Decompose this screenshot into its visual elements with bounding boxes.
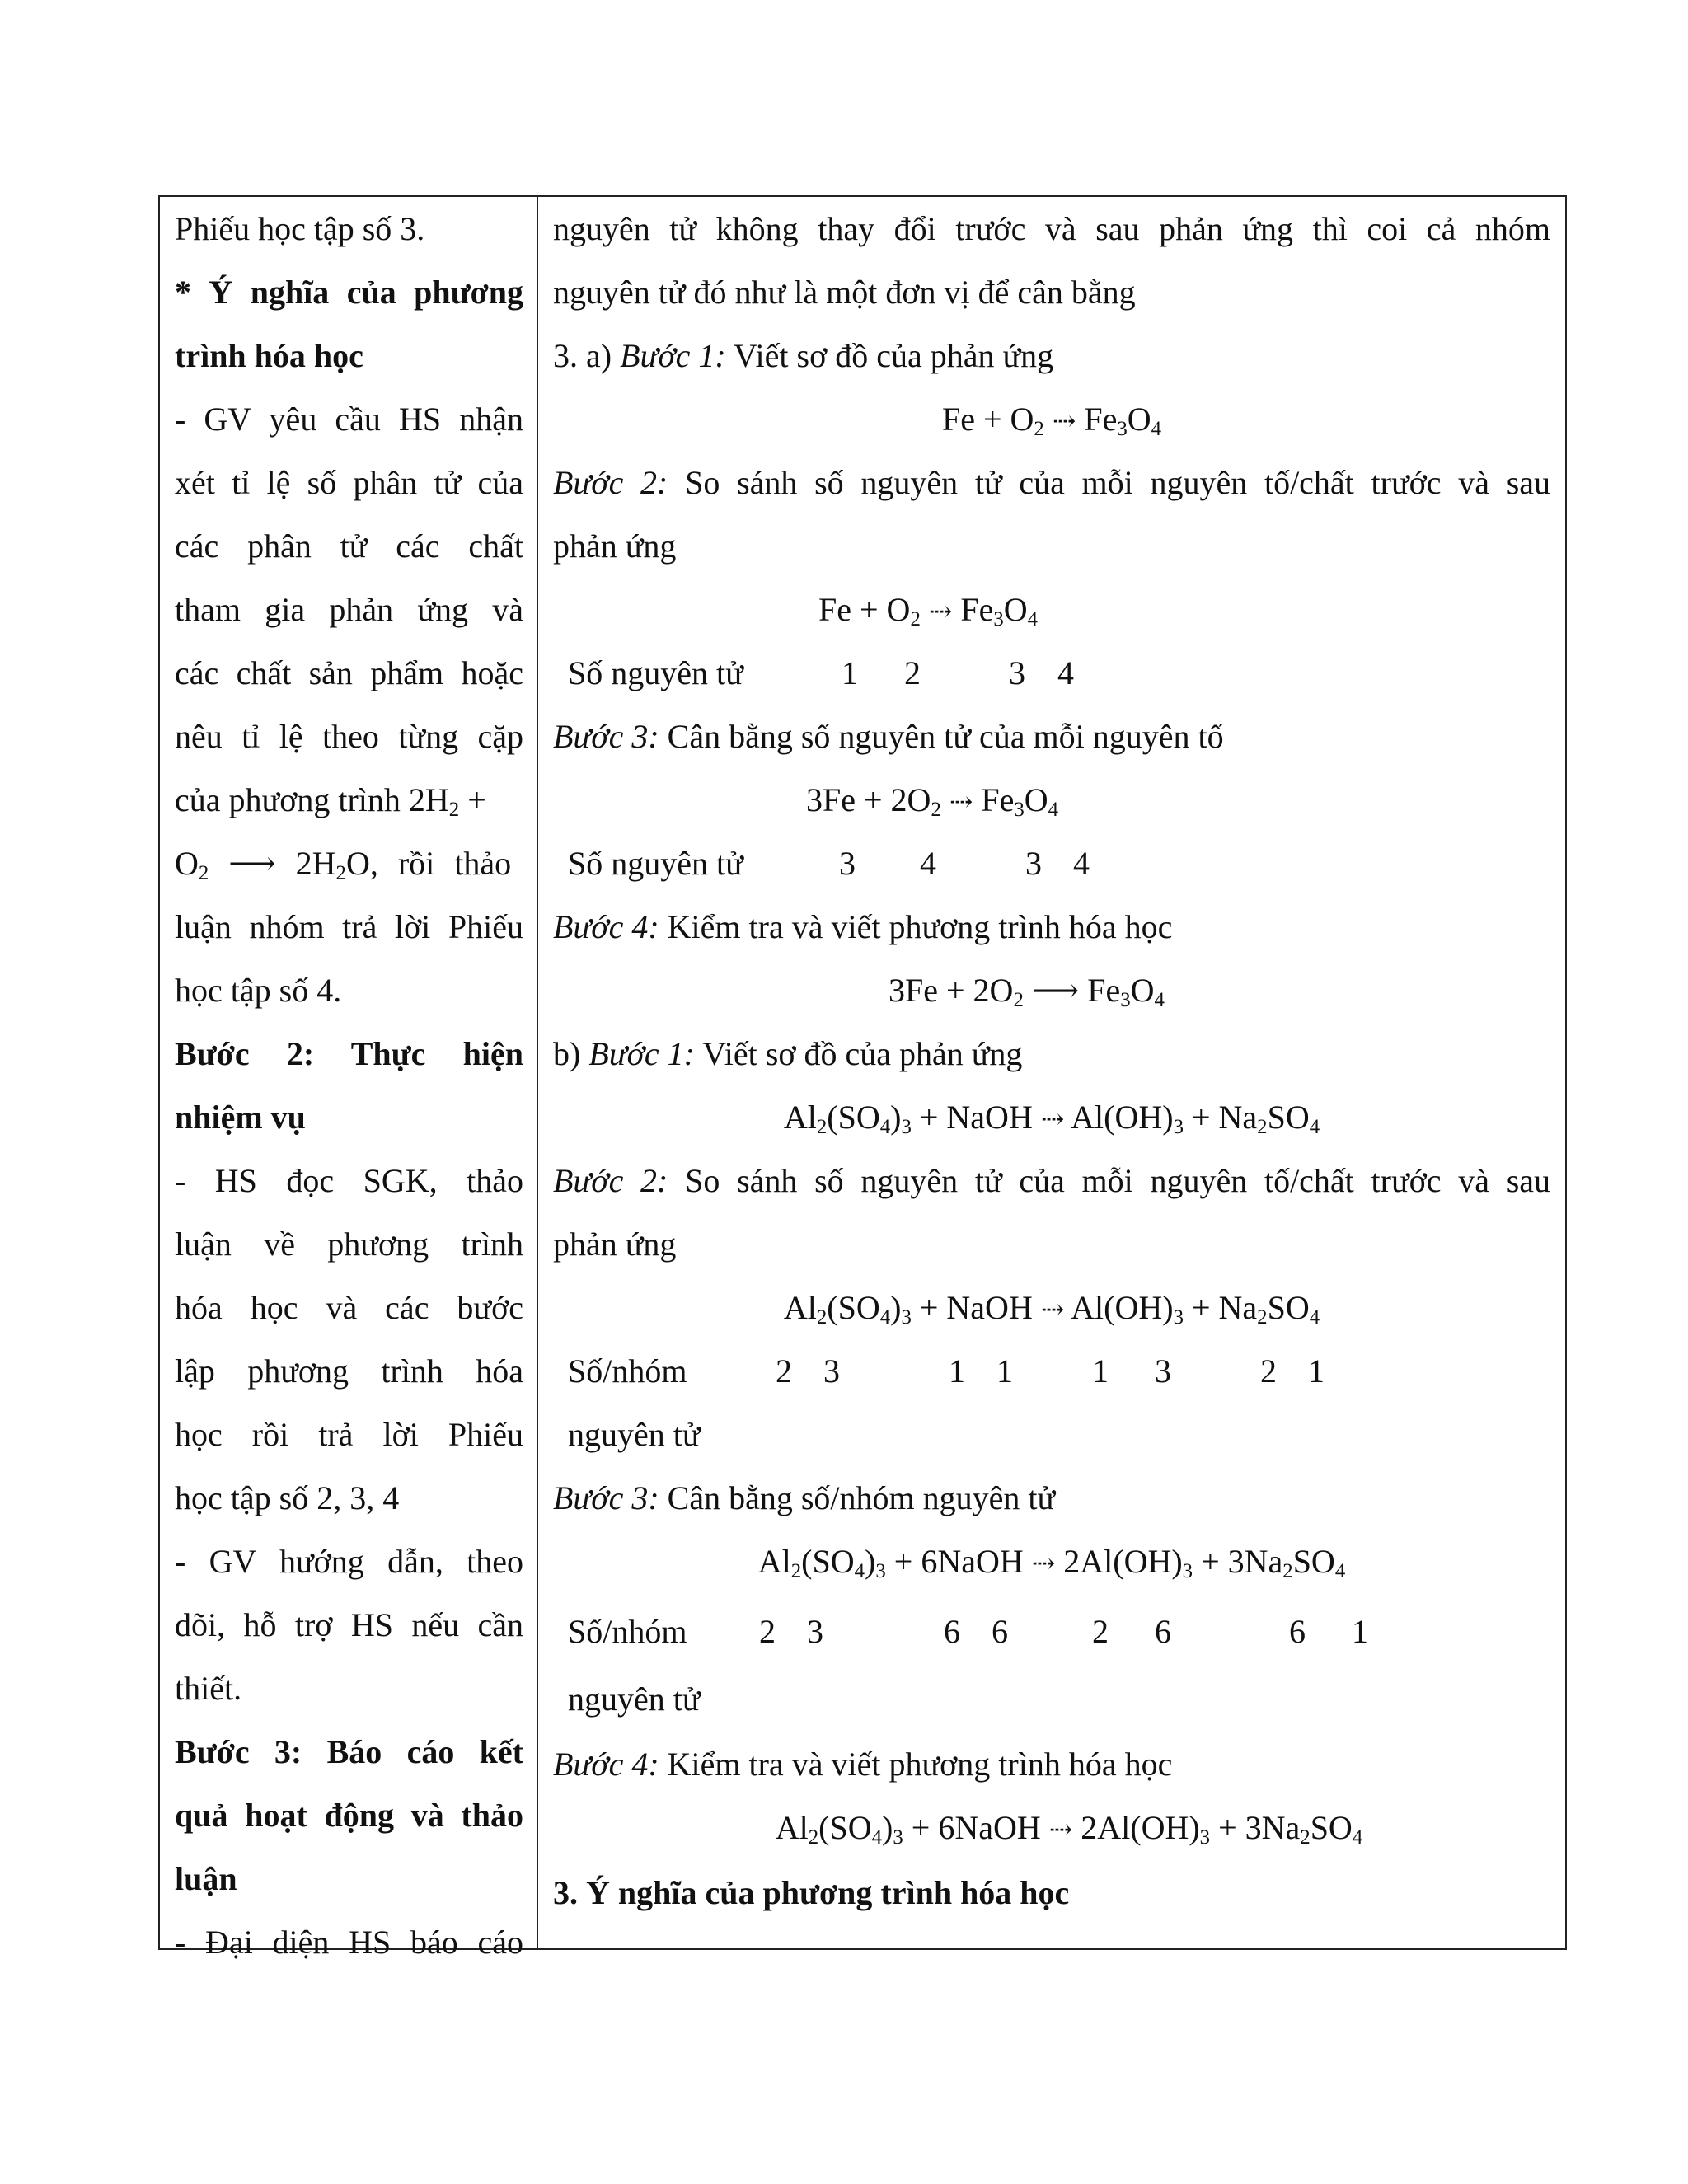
count-row	[553, 832, 1550, 895]
step-line	[553, 1466, 1550, 1530]
step-label: Bước 2:	[553, 464, 668, 501]
step-text: Viết sơ đồ của phản ứng	[702, 1035, 1023, 1072]
equation: $Fe + O_2$ ⇢ $Fe_3O_4$	[818, 591, 1039, 631]
left-text-line: Bước 2: Thực hiện	[175, 1035, 523, 1072]
count-value: 2	[1260, 1352, 1277, 1390]
left-text-line: xét tỉ lệ số phân tử của	[175, 464, 523, 501]
count-label: Số nguyên tử	[568, 654, 743, 691]
left-text: +	[467, 781, 486, 818]
step-text: Cân bằng số nguyên tử của mỗi nguyên tố	[667, 718, 1224, 755]
count-row	[553, 1600, 1550, 1663]
step-line	[553, 895, 1550, 958]
text-line: nguyên tử	[568, 1680, 701, 1718]
step-line	[553, 1149, 1550, 1212]
left-text-line: - HS đọc SGK, thảo	[175, 1162, 523, 1199]
count-value: 6	[1155, 1613, 1171, 1650]
left-text: của phương trình 2H	[175, 781, 449, 818]
step-line	[553, 451, 1550, 514]
count-value: 1	[996, 1352, 1013, 1390]
left-text-line: * Ý nghĩa của phương	[175, 274, 523, 311]
left-text-line: Phiếu học tập số 3.	[175, 210, 425, 247]
count-label: Số/nhóm	[568, 1613, 687, 1650]
text-line: phản ứng	[553, 1226, 677, 1263]
left-text-line: dõi, hỗ trợ HS nếu cần	[175, 1606, 523, 1643]
left-text-line: quả hoạt động và thảo	[175, 1797, 523, 1834]
count-value: 2	[1092, 1613, 1109, 1650]
text-line: nguyên tử	[568, 1416, 701, 1453]
section-heading: 3. Ý nghĩa của phương trình hóa học	[553, 1874, 1070, 1911]
left-text: O	[175, 845, 199, 882]
step-line	[553, 705, 1550, 768]
step-line	[553, 1732, 1550, 1796]
equation: $Al_2(SO_4)_3$ + NaOH ⇢ $Al(OH)_3 + Na_2SO_4$	[783, 1099, 1320, 1139]
equation: $Fe + O_2$ ⇢ $Fe_3O_4$	[941, 401, 1162, 441]
step-text: So sánh số nguyên tử của mỗi nguyên tố/chất trước và sau	[685, 1162, 1551, 1199]
count-label: Số/nhóm	[568, 1352, 687, 1390]
left-text-line: nêu tỉ lệ theo từng cặp	[175, 718, 523, 755]
count-value: 4	[1073, 845, 1090, 882]
count-value: 1	[1308, 1352, 1325, 1390]
step-label: Bước 1:	[620, 337, 726, 374]
subscript: 2	[198, 862, 209, 885]
count-value: 3	[1025, 845, 1042, 882]
left-text-line: - GV yêu cầu HS nhận	[175, 401, 523, 438]
text-line: nguyên tử không thay đổi trước và sau phản ứng thì coi cả nhóm	[553, 210, 1550, 247]
count-value: 1	[949, 1352, 965, 1390]
subscript: 2	[448, 799, 460, 822]
equation: $Al_2(SO_4)_3$ + NaOH ⇢ $Al(OH)_3 + Na_2SO_4$	[783, 1289, 1320, 1329]
left-text-line: hóa học và các bước	[175, 1289, 523, 1326]
count-value: 1	[1092, 1352, 1109, 1390]
subscript: 2	[335, 862, 346, 885]
step-label: Bước 4:	[553, 1746, 659, 1783]
left-text-line: nhiệm vụ	[175, 1099, 306, 1136]
left-text-line: các phân tử các chất	[175, 527, 523, 565]
left-text-line: học rồi trả lời Phiếu	[175, 1416, 523, 1453]
count-row	[553, 1339, 1550, 1403]
count-value: 6	[944, 1613, 960, 1650]
step-text: So sánh số nguyên tử của mỗi nguyên tố/chất trước và sau	[685, 464, 1551, 501]
step-line	[553, 1022, 1550, 1085]
count-value: 3	[1155, 1352, 1171, 1390]
step-text: Kiểm tra và viết phương trình hóa học	[667, 1746, 1173, 1783]
left-text-line: luận về phương trình	[175, 1226, 523, 1263]
left-text: ⟶ 2H	[228, 845, 336, 882]
step-label: Bước 1:	[588, 1035, 695, 1072]
part-label: b)	[553, 1035, 581, 1072]
step-text: Viết sơ đồ của phản ứng	[734, 337, 1054, 374]
left-text-line: lập phương trình hóa	[175, 1352, 523, 1390]
equation: $3Fe + 2O_2$ ⟶ $Fe_3O_4$	[889, 972, 1165, 1012]
left-text-line	[175, 832, 523, 895]
count-value: 1	[1352, 1613, 1368, 1650]
equation: $3Fe + 2O_2$ ⇢ $Fe_3O_4$	[806, 781, 1059, 822]
step-line	[553, 324, 1550, 387]
text-line: phản ứng	[553, 527, 677, 565]
left-text-line: thiết.	[175, 1670, 242, 1707]
count-value: 4	[920, 845, 936, 882]
left-text: O, rồi thảo	[345, 845, 512, 882]
left-text-line: trình hóa học	[175, 337, 363, 374]
equation: $Al_2(SO_4)_3$ + 6NaOH ⇢ $2Al(OH)_3 + 3Na_2SO_4$	[775, 1809, 1363, 1849]
count-label: Số nguyên tử	[568, 845, 743, 882]
step-text: Kiểm tra và viết phương trình hóa học	[667, 908, 1173, 945]
equation: $Al_2(SO_4)_3$ + 6NaOH ⇢ $2Al(OH)_3 + 3Na_2SO_4$	[757, 1543, 1346, 1583]
step-label: Bước 2:	[553, 1162, 668, 1199]
part-label: 3. a)	[553, 337, 612, 374]
count-value: 6	[1289, 1613, 1306, 1650]
left-text-line: - Đại diện HS báo cáo	[175, 1924, 523, 1961]
count-value: 2	[904, 654, 921, 691]
left-text-line: học tập số 2, 3, 4	[175, 1479, 400, 1516]
count-value: 1	[842, 654, 858, 691]
count-row	[553, 641, 1550, 705]
left-text-line: Bước 3: Báo cáo kết	[175, 1733, 523, 1770]
left-text-line: tham gia phản ứng và	[175, 591, 523, 628]
count-value: 2	[759, 1613, 776, 1650]
left-text-line: học tập số 4.	[175, 972, 342, 1009]
left-text-line: luận nhóm trả lời Phiếu	[175, 908, 523, 945]
count-value: 4	[1057, 654, 1074, 691]
left-text-line: - GV hướng dẫn, theo	[175, 1543, 523, 1580]
step-label: Bước 4:	[553, 908, 659, 945]
text-line: nguyên tử đó như là một đơn vị để cân bằng	[553, 274, 1136, 311]
left-text-line	[175, 768, 523, 832]
left-text-line: các chất sản phẩm hoặc	[175, 654, 523, 691]
content-table	[158, 195, 1567, 1961]
left-text-line: luận	[175, 1860, 237, 1897]
count-value: 3	[823, 1352, 840, 1390]
count-value: 3	[1009, 654, 1025, 691]
step-label: Bước 3:	[553, 1479, 659, 1516]
right-column	[538, 197, 1565, 1948]
left-column	[160, 197, 538, 1961]
step-text: Cân bằng số/nhóm nguyên tử	[667, 1479, 1056, 1516]
count-value: 6	[992, 1613, 1008, 1650]
count-value: 2	[776, 1352, 792, 1390]
step-label: Bước 3:	[553, 718, 659, 755]
count-value: 3	[839, 845, 856, 882]
count-value: 3	[807, 1613, 823, 1650]
